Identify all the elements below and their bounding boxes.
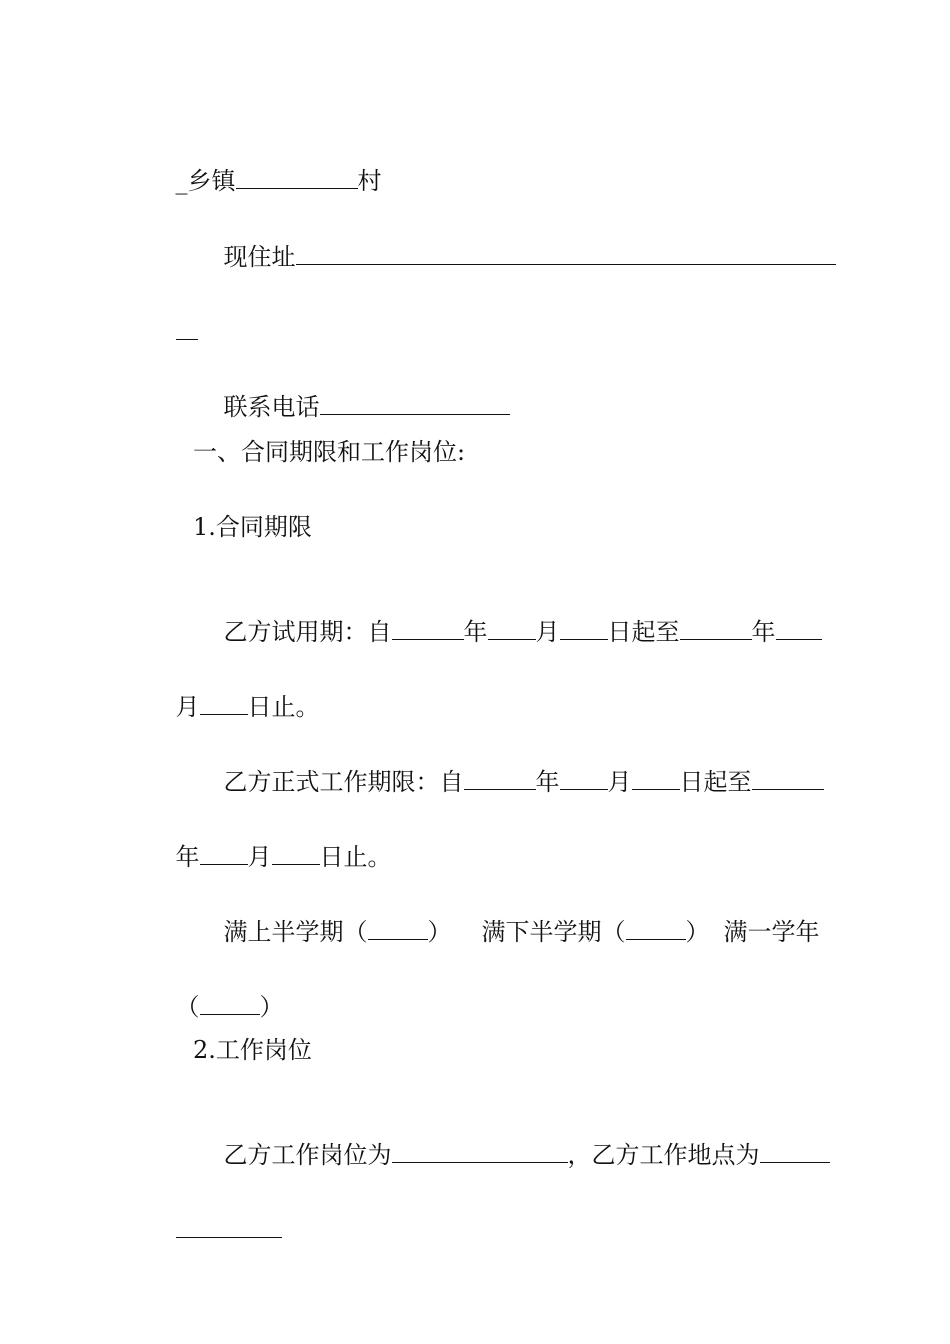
month-label: 月 <box>175 693 200 721</box>
current-address-blank[interactable] <box>296 242 836 265</box>
current-address-label: 现住址 <box>223 243 296 271</box>
day-end-label: 日止。 <box>247 693 320 721</box>
probation-end-month-blank[interactable] <box>776 617 822 640</box>
township-label: _乡镇 <box>175 167 236 195</box>
year-label: 年 <box>751 618 776 646</box>
close-paren: ） <box>427 918 452 946</box>
village-blank[interactable] <box>236 166 358 189</box>
phone-blank[interactable] <box>320 392 510 415</box>
position-blank[interactable] <box>392 1140 568 1163</box>
month-label: 月 <box>535 618 560 646</box>
day-from-to-label: 日起至 <box>679 768 752 796</box>
year-label: 年 <box>463 618 488 646</box>
month-label: 月 <box>247 843 272 871</box>
section-1-heading: 一、合同期限和工作岗位: <box>193 438 466 466</box>
subsection-1-2-heading: 2.工作岗位 <box>193 1036 312 1064</box>
current-address-line <box>193 212 836 302</box>
year-label: 年 <box>175 843 200 871</box>
year-label: 年 <box>535 768 560 796</box>
position-label: 乙方工作岗位为 <box>223 1141 392 1169</box>
formal-start-month-blank[interactable] <box>560 767 608 790</box>
full-year-label: 满一学年 <box>723 918 820 946</box>
close-paren: ） <box>259 993 284 1021</box>
location-label: ，乙方工作地点为 <box>567 1141 760 1169</box>
open-paren: （ <box>175 993 200 1021</box>
probation-start-month-blank[interactable] <box>488 617 536 640</box>
probation-end-year-blank[interactable] <box>680 617 752 640</box>
current-address-blank-continued[interactable] <box>176 317 198 340</box>
first-semester-label: 满上半学期（ <box>223 918 368 946</box>
full-year-blank[interactable] <box>200 992 260 1015</box>
position-location-line <box>193 1110 830 1200</box>
probation-start-day-blank[interactable] <box>560 617 608 640</box>
formal-end-day-blank[interactable] <box>272 842 320 865</box>
probation-end-day-blank[interactable] <box>200 692 248 715</box>
formal-end-month-blank[interactable] <box>200 842 248 865</box>
term-completion-line <box>193 887 820 977</box>
location-blank-continued[interactable] <box>176 1215 282 1238</box>
formal-period-label: 乙方正式工作期限：自 <box>223 768 464 796</box>
formal-start-year-blank[interactable] <box>464 767 536 790</box>
location-blank[interactable] <box>760 1140 830 1163</box>
probation-label: 乙方试用期：自 <box>223 618 392 646</box>
day-from-to-label: 日起至 <box>607 618 680 646</box>
probation-start-year-blank[interactable] <box>392 617 464 640</box>
month-label: 月 <box>607 768 632 796</box>
formal-end-year-blank[interactable] <box>752 767 824 790</box>
day-end-label: 日止。 <box>319 843 392 871</box>
close-paren: ） <box>685 918 710 946</box>
phone-label: 联系电话 <box>223 393 320 421</box>
second-semester-blank[interactable] <box>626 917 686 940</box>
position-location-line-end <box>145 1185 282 1275</box>
second-semester-label: 满下半学期（ <box>481 918 626 946</box>
current-address-continuation <box>145 287 198 377</box>
subsection-1-1-heading: 1.合同期限 <box>193 513 312 541</box>
first-semester-blank[interactable] <box>368 917 428 940</box>
formal-start-day-blank[interactable] <box>632 767 680 790</box>
village-label: 村 <box>357 167 382 195</box>
